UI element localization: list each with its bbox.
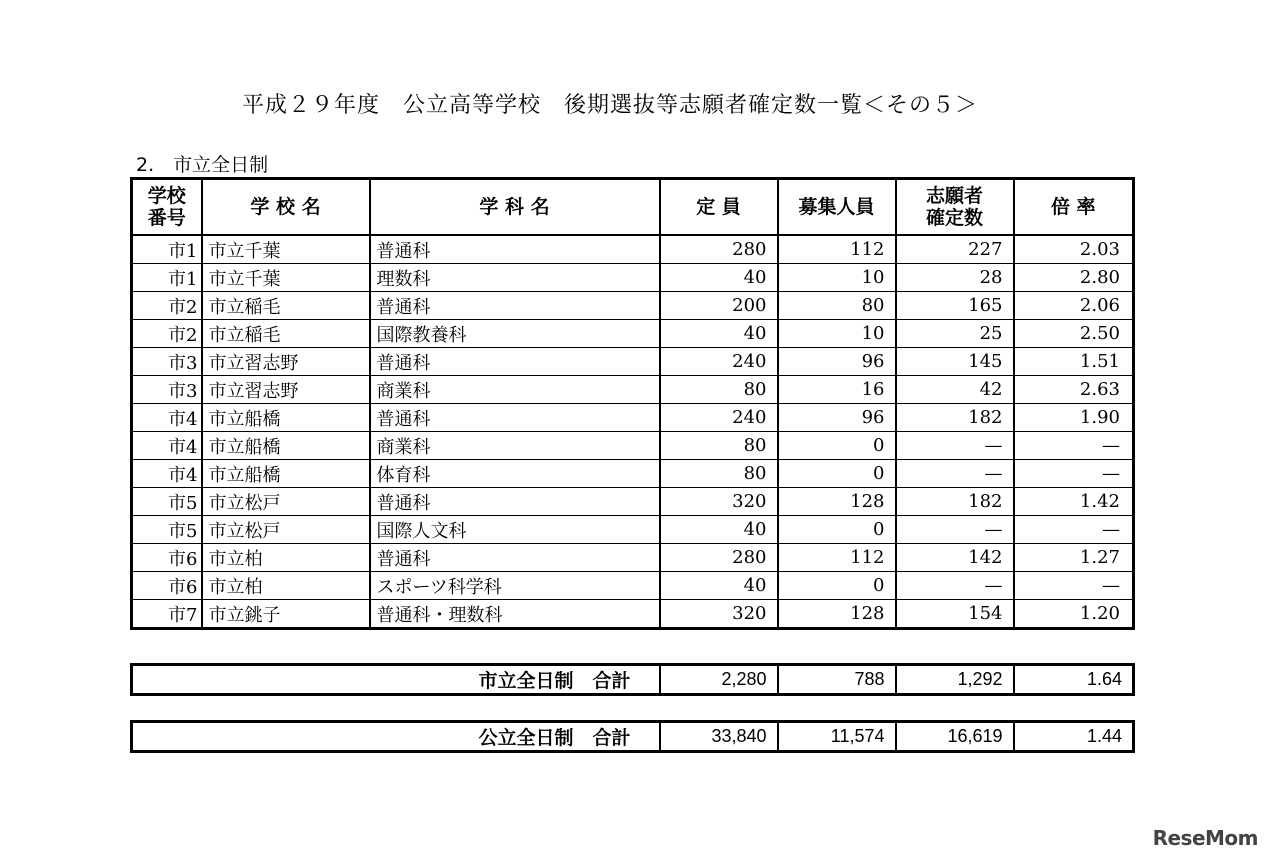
cell-recruitment: 10 (778, 264, 896, 292)
header-school-name: 学 校 名 (202, 179, 370, 236)
cell-ratio: 2.63 (1014, 376, 1134, 404)
cell-applicants: 28 (896, 264, 1014, 292)
cell-ratio: 1.27 (1014, 544, 1134, 572)
header-capacity: 定 員 (660, 179, 778, 236)
table-row (132, 376, 1134, 404)
cell-recruitment: 80 (778, 292, 896, 320)
applicants-table (130, 177, 1135, 630)
cell-applicants: 142 (896, 544, 1014, 572)
cell-ratio: 2.03 (1014, 235, 1134, 264)
cell-applicants: 182 (896, 488, 1014, 516)
cell-recruitment: 112 (778, 544, 896, 572)
resemom-watermark-logo: ReseMom (1152, 826, 1258, 850)
cell-applicants: 182 (896, 404, 1014, 432)
cell-department: 理数科 (370, 264, 660, 292)
cell-recruitment: 0 (778, 460, 896, 488)
cell-applicants: 165 (896, 292, 1014, 320)
cell-school-name: 市立稲毛 (202, 292, 370, 320)
cell-school-name: 市立松戸 (202, 516, 370, 544)
cell-school-code: 市3 (132, 348, 202, 376)
cell-ratio: — (1014, 432, 1134, 460)
cell-capacity: 200 (660, 292, 778, 320)
total-ratio: 1.44 (1014, 722, 1134, 752)
header-recruitment: 募集人員 (778, 179, 896, 236)
total-label: 市立全日制 合計 (132, 665, 660, 695)
table-row (132, 432, 1134, 460)
cell-department: 商業科 (370, 376, 660, 404)
table-header-row (132, 179, 1134, 236)
cell-recruitment: 96 (778, 404, 896, 432)
cell-recruitment: 0 (778, 516, 896, 544)
cell-capacity: 320 (660, 600, 778, 629)
cell-recruitment: 16 (778, 376, 896, 404)
table-row (132, 235, 1134, 264)
table-row (132, 544, 1134, 572)
cell-applicants: 154 (896, 600, 1014, 629)
cell-school-code: 市5 (132, 488, 202, 516)
cell-school-name: 市立柏 (202, 544, 370, 572)
cell-ratio: — (1014, 572, 1134, 600)
header-school-code: 学校 番号 (132, 179, 202, 236)
table-row (132, 460, 1134, 488)
table-row (132, 572, 1134, 600)
cell-department: 普通科 (370, 404, 660, 432)
cell-ratio: 2.80 (1014, 264, 1134, 292)
cell-department: 普通科 (370, 544, 660, 572)
cell-capacity: 280 (660, 544, 778, 572)
cell-capacity: 80 (660, 376, 778, 404)
cell-school-code: 市4 (132, 404, 202, 432)
cell-school-code: 市4 (132, 432, 202, 460)
cell-recruitment: 112 (778, 235, 896, 264)
cell-school-code: 市6 (132, 544, 202, 572)
cell-ratio: 2.06 (1014, 292, 1134, 320)
cell-ratio: 1.90 (1014, 404, 1134, 432)
cell-capacity: 240 (660, 404, 778, 432)
table-row (132, 404, 1134, 432)
total-applicants: 16,619 (896, 722, 1014, 752)
cell-school-code: 市1 (132, 235, 202, 264)
cell-applicants: 42 (896, 376, 1014, 404)
cell-department: 商業科 (370, 432, 660, 460)
cell-school-name: 市立稲毛 (202, 320, 370, 348)
cell-school-name: 市立銚子 (202, 600, 370, 629)
total-recruitment: 11,574 (778, 722, 896, 752)
cell-department: スポーツ科学科 (370, 572, 660, 600)
cell-school-name: 市立船橋 (202, 432, 370, 460)
cell-department: 普通科 (370, 488, 660, 516)
cell-department: 普通科・理数科 (370, 600, 660, 629)
table-row (132, 516, 1134, 544)
cell-department: 普通科 (370, 348, 660, 376)
total-row (132, 722, 1134, 752)
total-capacity: 2,280 (660, 665, 778, 695)
table-row (132, 320, 1134, 348)
document-title: 平成２９年度 公立高等学校 後期選抜等志願者確定数一覧＜その５＞ (241, 93, 978, 118)
cell-school-name: 市立松戸 (202, 488, 370, 516)
table-row (132, 600, 1134, 629)
cell-ratio: — (1014, 460, 1134, 488)
total-label: 公立全日制 合計 (132, 722, 660, 752)
total-recruitment: 788 (778, 665, 896, 695)
cell-school-name: 市立習志野 (202, 348, 370, 376)
cell-applicants: — (896, 432, 1014, 460)
cell-ratio: 1.51 (1014, 348, 1134, 376)
cell-school-code: 市3 (132, 376, 202, 404)
cell-ratio: — (1014, 516, 1134, 544)
cell-department: 体育科 (370, 460, 660, 488)
cell-school-code: 市5 (132, 516, 202, 544)
cell-applicants: 145 (896, 348, 1014, 376)
cell-department: 国際人文科 (370, 516, 660, 544)
cell-ratio: 1.42 (1014, 488, 1134, 516)
cell-school-name: 市立船橋 (202, 404, 370, 432)
cell-department: 普通科 (370, 292, 660, 320)
total-row (132, 665, 1134, 695)
cell-school-code: 市4 (132, 460, 202, 488)
cell-capacity: 240 (660, 348, 778, 376)
cell-capacity: 320 (660, 488, 778, 516)
cell-applicants: — (896, 460, 1014, 488)
header-department: 学 科 名 (370, 179, 660, 236)
cell-department: 普通科 (370, 235, 660, 264)
cell-ratio: 2.50 (1014, 320, 1134, 348)
total-applicants: 1,292 (896, 665, 1014, 695)
cell-recruitment: 0 (778, 572, 896, 600)
total-ratio: 1.64 (1014, 665, 1134, 695)
cell-applicants: 227 (896, 235, 1014, 264)
cell-capacity: 40 (660, 572, 778, 600)
cell-recruitment: 128 (778, 488, 896, 516)
cell-school-code: 市1 (132, 264, 202, 292)
cell-school-name: 市立柏 (202, 572, 370, 600)
cell-school-code: 市6 (132, 572, 202, 600)
cell-capacity: 80 (660, 460, 778, 488)
cell-school-name: 市立習志野 (202, 376, 370, 404)
cell-school-code: 市7 (132, 600, 202, 629)
table-row (132, 348, 1134, 376)
table-row (132, 264, 1134, 292)
cell-recruitment: 128 (778, 600, 896, 629)
cell-recruitment: 10 (778, 320, 896, 348)
cell-department: 国際教養科 (370, 320, 660, 348)
cell-school-name: 市立千葉 (202, 235, 370, 264)
cell-applicants: — (896, 572, 1014, 600)
cell-capacity: 40 (660, 516, 778, 544)
header-applicants: 志願者 確定数 (896, 179, 1014, 236)
table-row (132, 488, 1134, 516)
public-total-table (130, 720, 1135, 753)
cell-school-code: 市2 (132, 320, 202, 348)
cell-recruitment: 96 (778, 348, 896, 376)
total-capacity: 33,840 (660, 722, 778, 752)
cell-recruitment: 0 (778, 432, 896, 460)
city-total-table (130, 663, 1135, 696)
cell-capacity: 40 (660, 320, 778, 348)
table-row (132, 292, 1134, 320)
header-ratio: 倍 率 (1014, 179, 1134, 236)
cell-capacity: 280 (660, 235, 778, 264)
cell-capacity: 40 (660, 264, 778, 292)
cell-applicants: — (896, 516, 1014, 544)
cell-school-name: 市立船橋 (202, 460, 370, 488)
cell-school-name: 市立千葉 (202, 264, 370, 292)
cell-applicants: 25 (896, 320, 1014, 348)
cell-ratio: 1.20 (1014, 600, 1134, 629)
cell-school-code: 市2 (132, 292, 202, 320)
section-heading: 2. 市立全日制 (136, 154, 269, 176)
cell-capacity: 80 (660, 432, 778, 460)
